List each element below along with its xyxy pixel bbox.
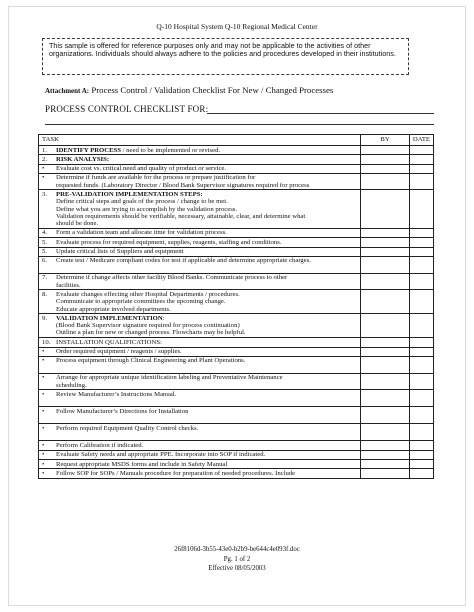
- by-cell[interactable]: [361, 441, 410, 450]
- attachment-title: Process Control / Validation Checklist For New / Changed Processes: [91, 85, 334, 95]
- task-line: • Order required equipment / reagents / supplies.: [42, 348, 357, 355]
- footer-page: Pg. 1 of 2: [223, 556, 251, 563]
- task-line: [42, 191, 357, 198]
- table-row: [39, 441, 434, 450]
- task-cell: [39, 407, 361, 424]
- task-line: [42, 147, 357, 154]
- table-row: [39, 290, 434, 314]
- task-number: 9.: [42, 314, 48, 322]
- table-row: [39, 347, 434, 356]
- task-text: Determine if change affects other facility Blood Banks. Communicate process to other: [56, 274, 288, 282]
- task-cell: [39, 190, 361, 228]
- task-cell: [39, 450, 361, 459]
- table-row: [39, 390, 434, 407]
- by-cell[interactable]: [361, 450, 410, 459]
- footer-effective: Effective 08/05/2003: [208, 565, 266, 572]
- task-cell: [39, 347, 361, 356]
- table-row: [39, 173, 434, 190]
- table-row: [39, 356, 434, 373]
- task-cell: [39, 256, 361, 273]
- by-cell[interactable]: [361, 407, 410, 424]
- date-header: DATE: [409, 135, 433, 146]
- table-row: [39, 155, 434, 164]
- task-heading: VALIDATION IMPLEMENTATION: [56, 314, 163, 322]
- task-line: Validation requirements should be verifiable, necessary, attainable, clear, and determine what: [56, 212, 306, 220]
- task-cell: [39, 164, 361, 173]
- date-cell[interactable]: [409, 290, 433, 314]
- date-cell[interactable]: [409, 347, 433, 356]
- task-heading: IDENTIFY PROCESS: [56, 146, 121, 154]
- by-cell[interactable]: [361, 155, 410, 164]
- by-cell[interactable]: [361, 373, 410, 390]
- task-text: INSTALLATION QUALIFICATIONS:: [56, 338, 162, 346]
- by-cell[interactable]: [361, 247, 410, 256]
- by-cell[interactable]: [361, 347, 410, 356]
- date-cell[interactable]: [409, 228, 433, 237]
- task-line: facilities.: [56, 281, 81, 289]
- task-cell: [39, 441, 361, 450]
- task-line: Educate appropriate involved departments.: [56, 305, 171, 313]
- date-cell[interactable]: [409, 173, 433, 190]
- by-cell[interactable]: [361, 164, 410, 173]
- task-line: • Arrange for appropriate unique identification labeling and Preventative Maintenance: [42, 374, 357, 381]
- table-row: [39, 407, 434, 424]
- task-line: [42, 274, 357, 281]
- task-number: 3.: [42, 190, 48, 198]
- date-cell[interactable]: [409, 424, 433, 441]
- task-header: TASK: [39, 135, 361, 146]
- table-row: [39, 450, 434, 459]
- task-cell: [39, 155, 361, 164]
- task-heading: PRE-VALIDATION IMPLEMENTATION STEPS:: [56, 190, 203, 198]
- task-line: Define critical steps and goals of the process / change to be met.: [56, 198, 228, 206]
- task-line: scheduling.: [56, 381, 87, 389]
- by-cell[interactable]: [361, 356, 410, 373]
- table-row: [39, 228, 434, 237]
- task-cell: [39, 390, 361, 407]
- task-text: Create test / Medicare compliant codes for test if applicable and determine appropriate charges.: [56, 257, 312, 265]
- task-cell: [39, 373, 361, 390]
- task-line: should be done.: [56, 220, 99, 228]
- by-cell[interactable]: [361, 256, 410, 273]
- by-cell[interactable]: [361, 390, 410, 407]
- task-text: :: [162, 314, 165, 322]
- task-cell: [39, 247, 361, 256]
- table-row: [39, 238, 434, 247]
- task-number: 8.: [42, 290, 48, 298]
- date-cell[interactable]: [409, 273, 433, 290]
- task-number: 5.: [42, 238, 48, 246]
- task-text: Form a validation team and allocate time for validation process.: [56, 229, 227, 237]
- task-cell: [39, 338, 361, 347]
- attachment-heading: [45, 85, 333, 95]
- date-cell[interactable]: [409, 164, 433, 173]
- by-cell[interactable]: [361, 338, 410, 347]
- task-line: [42, 229, 357, 236]
- task-cell: [39, 460, 361, 469]
- task-cell: [39, 290, 361, 314]
- task-line: [42, 291, 357, 298]
- by-cell[interactable]: [361, 314, 410, 338]
- date-cell[interactable]: [409, 314, 433, 338]
- task-cell: [39, 424, 361, 441]
- date-cell[interactable]: [409, 390, 433, 407]
- date-cell[interactable]: [409, 441, 433, 450]
- table-row: [39, 338, 434, 347]
- task-number: 1.: [42, 146, 48, 154]
- task-cell: [39, 469, 361, 478]
- date-cell[interactable]: [409, 247, 433, 256]
- by-cell[interactable]: [361, 190, 410, 228]
- table-row: [39, 273, 434, 290]
- date-cell[interactable]: [409, 450, 433, 459]
- task-cell: [39, 228, 361, 237]
- task-line: • Request appropriate MSDS forms and include in Safety Manual: [42, 461, 357, 468]
- task-line: • Determine if funds are available for the process or prepare justification for: [42, 174, 357, 181]
- table-row: [39, 146, 434, 155]
- task-line: • Evaluate cost vs. critical need and quality of product or service.: [42, 165, 357, 172]
- date-cell[interactable]: [409, 338, 433, 347]
- task-line: Communicate to appropriate committees the upcoming change.: [56, 298, 226, 306]
- date-cell[interactable]: [409, 407, 433, 424]
- date-cell[interactable]: [409, 469, 433, 478]
- table-row: [39, 190, 434, 228]
- table-row: [39, 314, 434, 338]
- disclaimer-box: This sample is offered for reference purposes only and may not be applicable to the activities of other organizations. Individuals should always adhere to the policies and procedures developed in their institutions.: [42, 38, 409, 75]
- date-cell[interactable]: [409, 256, 433, 273]
- by-cell[interactable]: [361, 173, 410, 190]
- task-line: [42, 156, 357, 163]
- task-line: [42, 239, 357, 246]
- table-row: [39, 373, 434, 390]
- task-cell: [39, 146, 361, 155]
- task-cell: [39, 238, 361, 247]
- task-cell: [39, 273, 361, 290]
- by-cell[interactable]: [361, 460, 410, 469]
- task-line: Outline a plan for new or changed process. Flowcharts may be helpful.: [56, 329, 246, 337]
- task-line: [42, 315, 357, 322]
- task-line: • Review Manufacturer’s Instructions Manual.: [42, 391, 357, 398]
- task-number: 5.: [42, 248, 48, 256]
- date-cell[interactable]: [409, 238, 433, 247]
- table-row: [39, 256, 434, 273]
- date-cell[interactable]: [409, 190, 433, 228]
- task-cell: [39, 356, 361, 373]
- task-number: 2.: [42, 155, 48, 163]
- task-number: 6.: [42, 257, 48, 265]
- checklist-for-line: [207, 113, 434, 114]
- task-line: • Follow Manufacturer’s Directions for Installation: [42, 408, 357, 415]
- task-cell: [39, 173, 361, 190]
- task-text: Evaluate process for required equipment, supplies, reagents, staffing and conditions.: [56, 238, 282, 246]
- by-cell[interactable]: [361, 290, 410, 314]
- table-header-row: [39, 135, 434, 146]
- checklist-for-line-2: [45, 124, 434, 125]
- table-row: [39, 247, 434, 256]
- task-line: [42, 257, 357, 264]
- task-line: requested funds. (Laboratory Director / Blood Bank Supervisor signatures required for process: [56, 181, 310, 189]
- by-header: BY: [361, 135, 410, 146]
- task-cell: [39, 314, 361, 338]
- task-line: Define what you are trying to accomplish by the validation process.: [56, 205, 238, 213]
- task-number: 10.: [42, 338, 51, 346]
- attachment-label: Attachment A:: [45, 87, 90, 95]
- by-cell[interactable]: [361, 228, 410, 237]
- table-row: [39, 469, 434, 478]
- task-line: [42, 248, 357, 255]
- date-cell[interactable]: [409, 460, 433, 469]
- task-number: 7.: [42, 274, 48, 282]
- task-text: / need to be implemented or revised.: [120, 146, 221, 154]
- task-heading: RISK ANALYSIS:: [56, 155, 110, 163]
- by-cell[interactable]: [361, 146, 410, 155]
- checklist-table: [38, 134, 434, 479]
- by-cell[interactable]: [361, 424, 410, 441]
- date-cell[interactable]: [409, 155, 433, 164]
- task-line: (Blood Bank Supervisor signature required for process continuation): [56, 322, 240, 330]
- by-cell[interactable]: [361, 238, 410, 247]
- by-cell[interactable]: [361, 273, 410, 290]
- by-cell[interactable]: [361, 469, 410, 478]
- task-line: • Perform required Equipment Quality Control checks.: [42, 425, 357, 432]
- date-cell[interactable]: [409, 373, 433, 390]
- task-line: • Perform Calibration if indicated.: [42, 442, 357, 449]
- table-row: [39, 424, 434, 441]
- footer-doc-name: 26f8106d-3b55-43e0-b2b9-be644c4e093f.doc: [174, 546, 300, 553]
- task-line: [42, 339, 357, 346]
- task-line: • Follow SOP for SOPs / Manuals procedure for preparation of needed procedures. Include: [42, 470, 357, 477]
- date-cell[interactable]: [409, 146, 433, 155]
- task-text: Evaluate changes effecting other Hospital Departments / procedures.: [56, 290, 240, 298]
- task-number: 4.: [42, 229, 48, 237]
- date-cell[interactable]: [409, 356, 433, 373]
- hospital-header: Q-10 Hospital System Q-10 Regional Medical Center: [156, 22, 318, 31]
- task-line: • Process equipment through Clinical Engineering and Plant Operations.: [42, 357, 357, 364]
- task-line: • Evaluate Safety needs and appropriate PPE. Incorporate into SOP if indicated.: [42, 451, 357, 458]
- table-row: [39, 164, 434, 173]
- task-text: Update critical lists of Suppliers and equipment: [56, 248, 184, 256]
- checklist-for-label: PROCESS CONTROL CHECKLIST FOR:: [45, 104, 209, 114]
- table-row: [39, 460, 434, 469]
